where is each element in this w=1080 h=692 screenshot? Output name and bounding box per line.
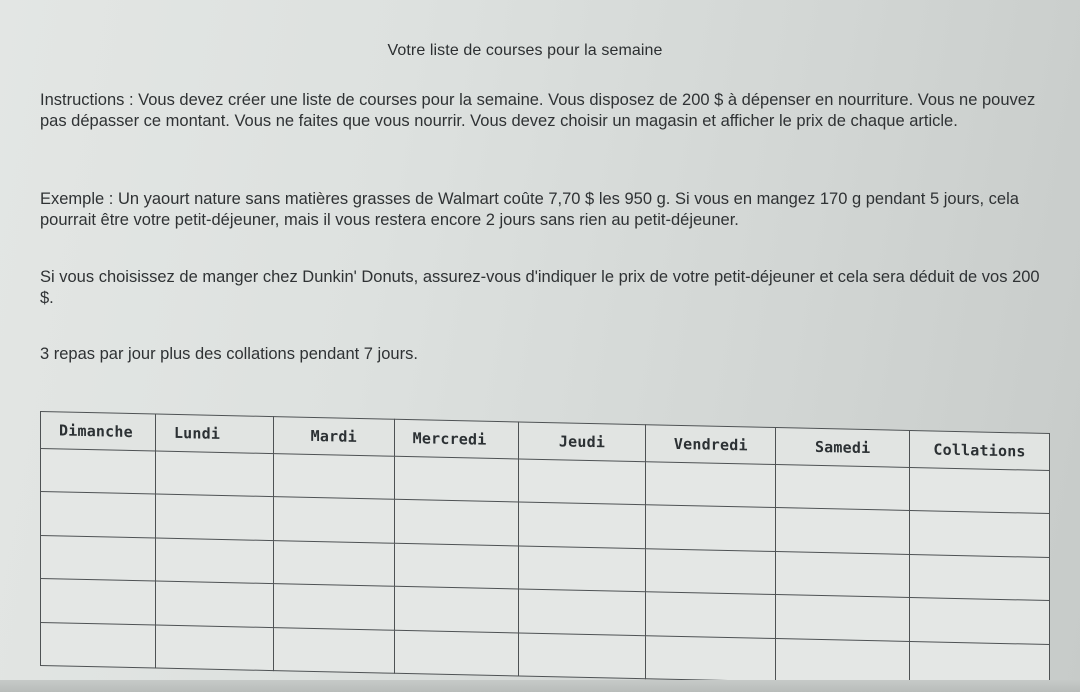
page-title: Votre liste de courses pour la semaine xyxy=(387,42,663,59)
header-mardi: Mardi xyxy=(273,417,394,457)
header-jeudi: Jeudi xyxy=(518,422,646,462)
table-cell[interactable] xyxy=(910,598,1050,644)
instructions-paragraph: Instructions : Vous devez créer une liste de courses pour la semaine. Vous disposez de 200 $ à dépenser en nourriture. Vous ne pouvez pas dépasser ce montant. Vous ne faites que vous nourrir. Vous devez choisir un magasin et afficher le prix de chaque article. xyxy=(40,91,1036,130)
table-cell[interactable] xyxy=(273,584,394,630)
table-cell[interactable] xyxy=(41,579,156,625)
table-cell[interactable] xyxy=(155,451,273,497)
table-cell[interactable] xyxy=(776,465,910,511)
table-cell[interactable] xyxy=(41,449,156,495)
example-paragraph: Exemple : Un yaourt nature sans matières grasses de Walmart coûte 7,70 $ les 950 g. Si vous en mangez 170 g pendant 5 jours, cela pourrait être votre petit-déjeuner, mais il vous restera encore 2 jours sans rien au petit-déjeuner. xyxy=(40,190,1019,229)
table-cell[interactable] xyxy=(394,630,518,676)
table-cell[interactable] xyxy=(646,592,776,638)
table-cell[interactable] xyxy=(910,554,1050,600)
table-cell[interactable] xyxy=(646,462,776,508)
header-vendredi: Vendredi xyxy=(646,425,776,465)
table-cell[interactable] xyxy=(776,508,910,554)
table-cell[interactable] xyxy=(518,502,646,548)
table-cell[interactable] xyxy=(273,497,394,543)
table-cell[interactable] xyxy=(518,589,646,635)
table-cell[interactable] xyxy=(155,581,273,627)
table-cell[interactable] xyxy=(155,494,273,540)
meals-note-paragraph: 3 repas par jour plus des collations pendant 7 jours. xyxy=(40,345,418,363)
table-cell[interactable] xyxy=(776,638,910,684)
table-cell[interactable] xyxy=(518,459,646,505)
table-cell[interactable] xyxy=(273,454,394,500)
weekly-meal-table xyxy=(40,411,1050,688)
table-cell[interactable] xyxy=(646,635,776,681)
table-cell[interactable] xyxy=(518,632,646,678)
table-cell[interactable] xyxy=(273,627,394,673)
table-cell[interactable] xyxy=(41,622,156,668)
table-cell[interactable] xyxy=(518,546,646,592)
table-cell[interactable] xyxy=(394,586,518,632)
header-collations: Collations xyxy=(910,430,1050,470)
table-cell[interactable] xyxy=(41,535,156,581)
table-cell[interactable] xyxy=(41,492,156,538)
header-mercredi: Mercredi xyxy=(394,419,518,459)
table-cell[interactable] xyxy=(646,505,776,551)
table-cell[interactable] xyxy=(646,549,776,595)
table-cell[interactable] xyxy=(394,543,518,589)
table-cell[interactable] xyxy=(776,595,910,641)
table-cell[interactable] xyxy=(776,551,910,597)
table-cell[interactable] xyxy=(155,625,273,671)
table-cell[interactable] xyxy=(394,456,518,502)
table-cell[interactable] xyxy=(273,540,394,586)
header-lundi: Lundi xyxy=(155,414,273,454)
table-cell[interactable] xyxy=(910,467,1050,513)
header-samedi: Samedi xyxy=(776,428,910,468)
header-dimanche: Dimanche xyxy=(41,412,156,452)
dunkin-note-paragraph: Si vous choisissez de manger chez Dunkin' Donuts, assurez-vous d'indiquer le prix de votre petit-déjeuner et cela sera déduit de vos 200 $. xyxy=(40,268,1040,307)
table-cell[interactable] xyxy=(910,511,1050,557)
table-cell[interactable] xyxy=(394,500,518,546)
page-bottom-edge xyxy=(0,680,1080,692)
table-cell[interactable] xyxy=(155,538,273,584)
